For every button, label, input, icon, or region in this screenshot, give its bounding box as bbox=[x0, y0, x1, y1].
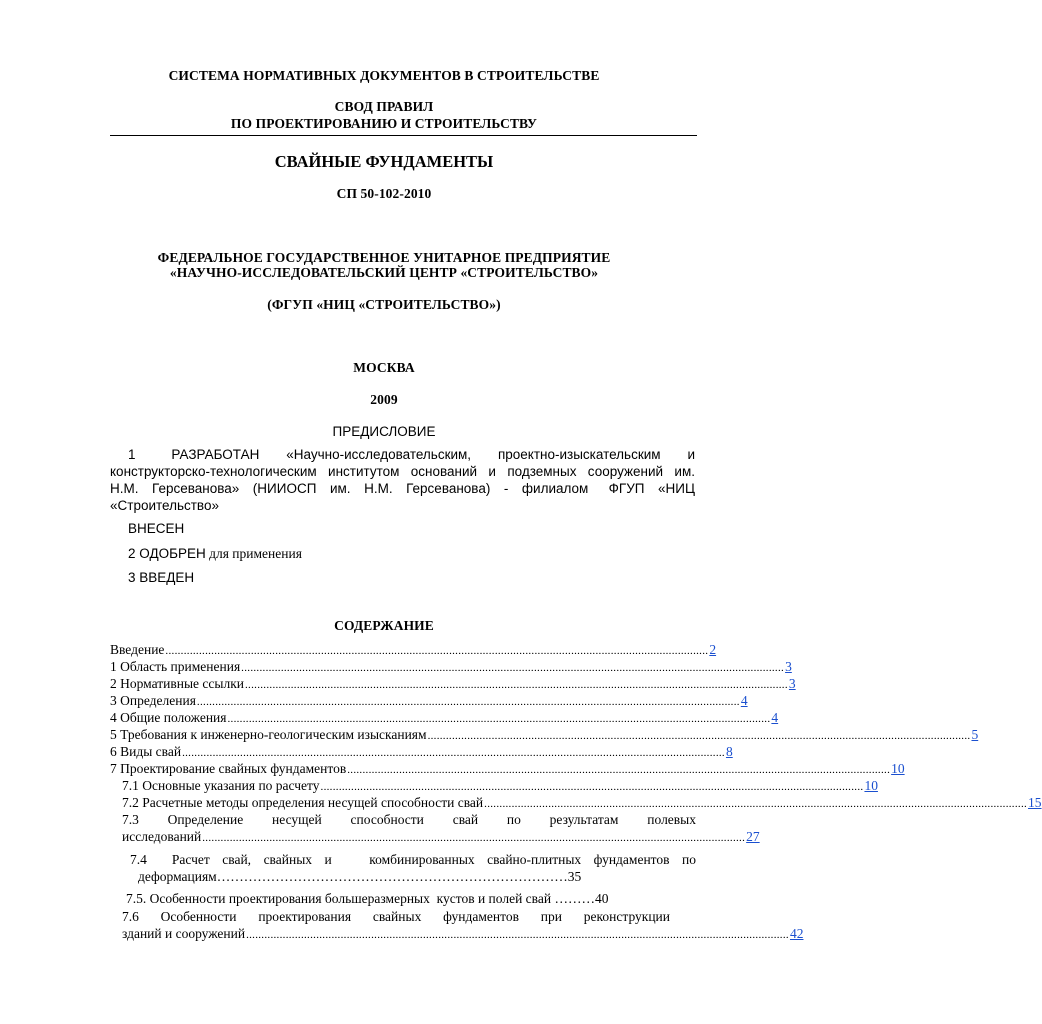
toc-row-7-5: 7.5. Особенности проектирования большеразмерных кустов и полей свай ………40 bbox=[126, 891, 609, 906]
toc-label: 7 Проектирование свайных фундаментов bbox=[110, 761, 347, 776]
foreword-p1-line2: конструкторско-технологическим институтом оснований и подземных сооружений им. bbox=[110, 464, 695, 479]
code-title-line2: ПО ПРОЕКТИРОВАНИЮ И СТРОИТЕЛЬСТВУ bbox=[230, 116, 538, 131]
foreword-approved bbox=[128, 545, 302, 562]
toc-page-link[interactable]: 10 bbox=[864, 778, 878, 793]
toc-leader: .................................................................................................................................................................................. bbox=[246, 929, 789, 941]
approved-label: 2 ОДОБРЕН bbox=[128, 546, 206, 561]
toc-title: СОДЕРЖАНИЕ bbox=[334, 618, 434, 633]
header-divider bbox=[110, 135, 697, 136]
system-title: СИСТЕМА НОРМАТИВНЫХ ДОКУМЕНТОВ В СТРОИТЕЛЬСТВЕ bbox=[168, 68, 600, 83]
toc-label: 6 Виды свай bbox=[110, 744, 182, 759]
toc-row-7-3-line1: 7.3 Определение несущей способности свай по результатам полевых bbox=[122, 812, 696, 827]
toc-leader: .................................................................................................................................................................................. bbox=[182, 747, 725, 759]
toc-page-link[interactable]: 10 bbox=[891, 761, 905, 776]
toc-page-link[interactable]: 3 bbox=[788, 676, 796, 691]
toc-row-7-3 bbox=[122, 828, 760, 845]
organization-abbreviation: (ФГУП «НИЦ «СТРОИТЕЛЬСТВО») bbox=[267, 297, 501, 312]
toc-row-5 bbox=[110, 726, 979, 743]
foreword-title: ПРЕДИСЛОВИЕ bbox=[332, 424, 436, 439]
toc-leader: .................................................................................................................................................................................. bbox=[165, 645, 709, 657]
toc-label: 7.2 Расчетные методы определения несущей способности свай bbox=[122, 795, 484, 810]
toc-row-6 bbox=[110, 743, 733, 760]
toc-row-7-4-line2: деформациям……………………………………………………………………35 bbox=[138, 869, 582, 884]
toc-label: 5 Требования к инженерно-геологическим изысканиям bbox=[110, 727, 427, 742]
approved-text: для применения bbox=[209, 546, 302, 561]
toc-page-link[interactable]: 27 bbox=[746, 829, 760, 844]
organization-line2: «НАУЧНО-ИССЛЕДОВАТЕЛЬСКИЙ ЦЕНТР «СТРОИТЕЛЬСТВО» bbox=[169, 265, 599, 280]
toc-leader: .................................................................................................................................................................................. bbox=[347, 764, 891, 776]
toc-leader: .................................................................................................................................................................................. bbox=[427, 730, 971, 742]
toc-leader: .................................................................................................................................................................................. bbox=[484, 798, 1028, 810]
document-code: СП 50-102-2010 bbox=[336, 186, 432, 201]
foreword-introduced: 3 ВВЕДЕН bbox=[128, 570, 195, 585]
toc-row-2 bbox=[110, 675, 796, 692]
foreword-p1-line3: Н.М. Герсеванова» (НИИОСП им. Н.М. Герсеванова) - филиалом ФГУП «НИЦ bbox=[110, 481, 695, 496]
toc-row-3 bbox=[110, 692, 748, 709]
toc-leader: .................................................................................................................................................................................. bbox=[227, 713, 771, 725]
toc-label: 3 Определения bbox=[110, 693, 196, 708]
toc-leader: .................................................................................................................................................................................. bbox=[241, 662, 785, 674]
toc-leader: .................................................................................................................................................................................. bbox=[245, 679, 788, 691]
toc-row-4 bbox=[110, 709, 779, 726]
toc-page-link[interactable]: 42 bbox=[789, 926, 804, 941]
toc-page-link[interactable]: 3 bbox=[785, 659, 792, 674]
foreword-submitted: ВНЕСЕН bbox=[128, 521, 185, 536]
toc-page-link[interactable]: 8 bbox=[725, 744, 733, 759]
toc-label: 1 Область применения bbox=[110, 659, 241, 674]
foreword-p1-line4: «Строительство» bbox=[110, 498, 219, 513]
code-title-line1: СВОД ПРАВИЛ bbox=[334, 99, 434, 114]
toc-leader: .................................................................................................................................................................................. bbox=[202, 832, 746, 844]
toc-page-link[interactable]: 4 bbox=[740, 693, 748, 708]
document-title: СВАЙНЫЕ ФУНДАМЕНТЫ bbox=[274, 152, 494, 171]
toc-row-7-1 bbox=[122, 777, 878, 794]
toc-label: 4 Общие положения bbox=[110, 710, 227, 725]
toc-row-1 bbox=[110, 658, 792, 675]
toc-row-7-6 bbox=[122, 925, 804, 942]
toc-label: 7.1 Основные указания по расчету bbox=[122, 778, 320, 793]
toc-leader: .................................................................................................................................................................................. bbox=[320, 781, 864, 793]
toc-label: 2 Нормативные ссылки bbox=[110, 676, 244, 691]
toc-row-7-2 bbox=[122, 794, 1042, 811]
toc-row-introduction bbox=[110, 641, 717, 658]
toc-page-link[interactable]: 4 bbox=[771, 710, 779, 725]
toc-leader: .................................................................................................................................................................................. bbox=[196, 696, 740, 708]
toc-page-link[interactable]: 5 bbox=[971, 727, 979, 742]
toc-label: Введение bbox=[110, 642, 165, 657]
foreword-p1-line1: 1 РАЗРАБОТАН «Научно-исследовательским, проектно-изыскательским и bbox=[128, 447, 695, 462]
toc-page-link[interactable]: 2 bbox=[709, 642, 717, 657]
toc-row-7-4-line1: 7.4 Расчет свай, свайных и комбинированных свайно-плитных фундаментов по bbox=[130, 852, 696, 867]
organization-line1: ФЕДЕРАЛЬНОЕ ГОСУДАРСТВЕННОЕ УНИТАРНОЕ ПРЕДПРИЯТИЕ bbox=[157, 250, 611, 265]
toc-row-7 bbox=[110, 760, 905, 777]
toc-page-link[interactable]: 15 bbox=[1028, 795, 1042, 810]
city: МОСКВА bbox=[353, 360, 415, 375]
toc-label: исследований bbox=[122, 829, 202, 844]
toc-row-7-6-line1: 7.6 Особенности проектирования свайных фундаментов при реконструкции bbox=[122, 909, 670, 924]
year: 2009 bbox=[370, 392, 398, 407]
toc-label: зданий и сооружений bbox=[122, 926, 246, 941]
